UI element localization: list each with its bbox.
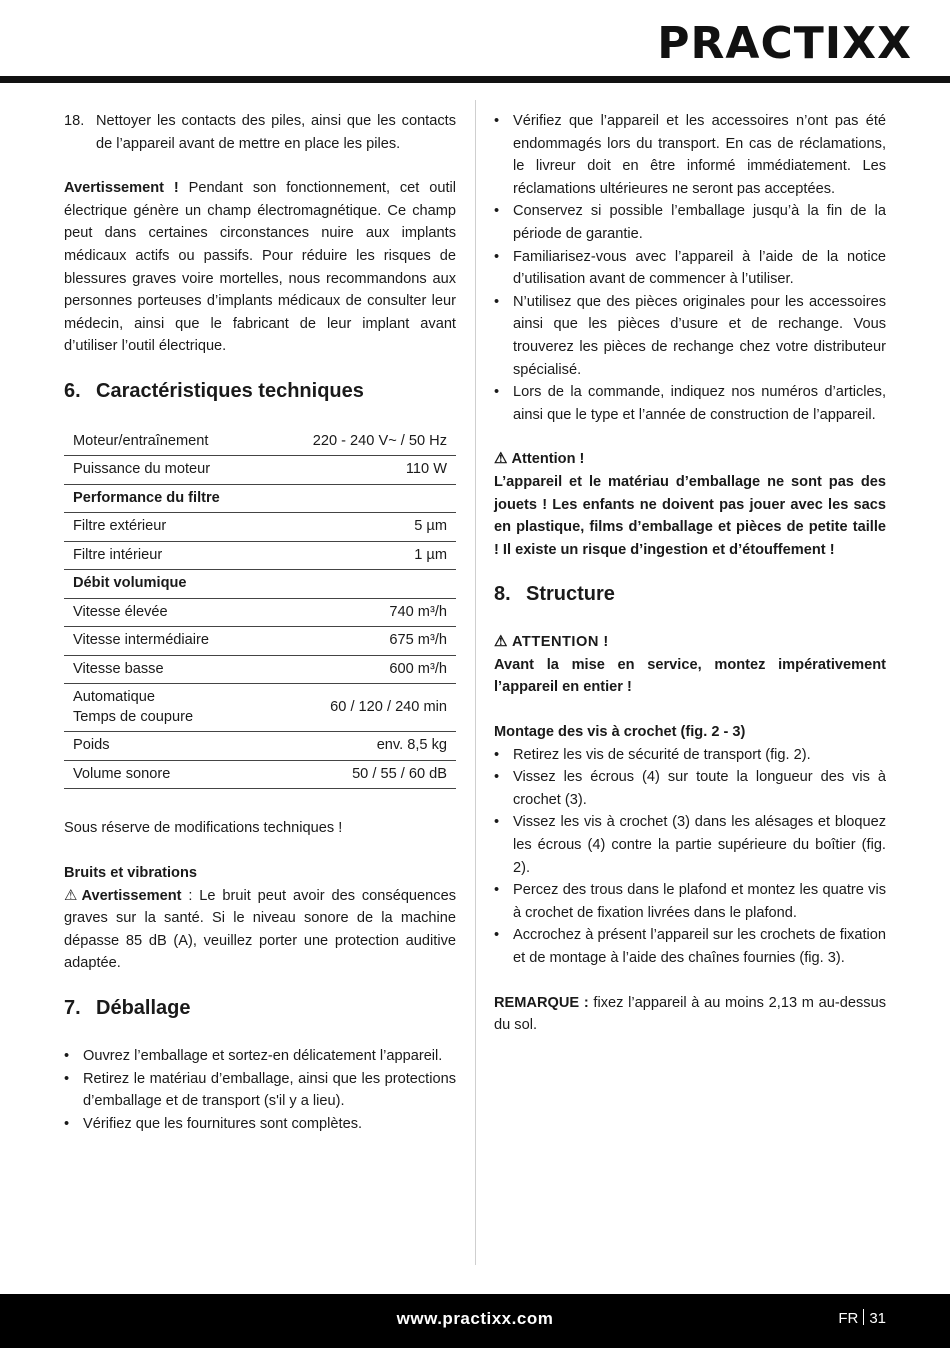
- section-number: 8.: [494, 583, 511, 606]
- column-divider: [475, 100, 476, 1265]
- mount-list: [494, 744, 886, 970]
- list-item: • Ouvrez l’emballage et sortez-en délicatement l’appareil.: [64, 1048, 443, 1064]
- spec-label: Vitesse élevée: [64, 598, 268, 627]
- warning-label: Avertissement !: [64, 180, 179, 197]
- attention2-title: ⚠ ATTENTION !: [494, 631, 886, 654]
- attention2-text: Avant la mise en service, montez impérativement l’appareil en entier !: [494, 656, 886, 696]
- table-row: [64, 655, 456, 684]
- spec-value: 220 - 240 V~ / 50 Hz: [268, 428, 456, 456]
- table-row: [64, 456, 456, 485]
- list-item: • Percez des trous dans le plafond et montez les quatre vis à crochet de fixation livrées dans le plafond.: [494, 882, 886, 921]
- spec-label: Volume sonore: [64, 760, 268, 789]
- table-row: [64, 627, 456, 656]
- table-row: [64, 513, 456, 542]
- spec-value: 675 m³/h: [268, 627, 456, 656]
- list-item: • Vissez les écrous (4) sur toute la longueur des vis à crochet (3).: [494, 769, 886, 808]
- section-heading-6: [64, 378, 456, 404]
- spec-label: Poids: [64, 732, 268, 761]
- section-heading-8: [494, 581, 886, 607]
- section-number: 7.: [64, 997, 81, 1019]
- language-code: FR: [838, 1310, 859, 1327]
- noise-title: Bruits et vibrations: [64, 865, 197, 882]
- specs-table: [64, 428, 456, 790]
- remark-text: fixez l’appareil à au moins 2,13 m au-dessus du sol.: [494, 994, 886, 1034]
- list-item: • Accrochez à présent l’appareil sur les crochets de fixation et de montage à l’aide des chaînes fournies (fig. 3).: [494, 927, 886, 966]
- emf-warning: [64, 177, 456, 358]
- spec-label: Filtre extérieur: [64, 513, 268, 542]
- section-number: 6.: [64, 379, 81, 402]
- spec-label: Performance du filtre: [64, 484, 268, 513]
- warning-triangle-icon: ⚠: [494, 633, 508, 651]
- brand-logo: PRACTIXX: [657, 18, 912, 69]
- website-link[interactable]: www.practixx.com: [396, 1309, 554, 1328]
- table-row: [64, 598, 456, 627]
- spec-value: 600 m³/h: [268, 655, 456, 684]
- list-item: • Vérifiez que les fournitures sont complètes.: [64, 1115, 363, 1132]
- list-item: • Vissez les vis à crochet (3) dans les alésages et bloquez les écrous (4) contre la partie supérieure du boîtier (fig. 2).: [494, 814, 886, 876]
- reserve-note: Sous réserve de modifications techniques !: [64, 820, 343, 837]
- spec-label: Vitesse intermédiaire: [64, 627, 268, 656]
- spec-value: 740 m³/h: [268, 598, 456, 627]
- spec-value: [268, 484, 456, 513]
- right-column: [494, 110, 886, 1037]
- header-rule: [0, 76, 950, 83]
- list-item: • Conservez si possible l’emballage jusqu’à la fin de la période de garantie.: [494, 203, 886, 242]
- remark-label: REMARQUE :: [494, 994, 589, 1011]
- list-item: • Retirez le matériau d’emballage, ainsi que les protections d’emballage et de transport (s'il y a lieu).: [64, 1070, 456, 1110]
- attention-title: ⚠ Attention !: [494, 448, 886, 471]
- spec-value: 1 µm: [268, 541, 456, 570]
- section-title: Structure: [526, 583, 615, 606]
- table-row: [64, 570, 456, 599]
- spec-label: Vitesse basse: [64, 655, 268, 684]
- list-item: • Familiarisez-vous avec l’appareil à l’aide de la notice d’utilisation avant de commencer à l’utiliser.: [494, 248, 886, 288]
- list-item: • Lors de la commande, indiquez nos numéros d’articles, ainsi que le type et l’année de construction de l’appareil.: [494, 384, 886, 423]
- table-row: [64, 484, 456, 513]
- list-item: • N’utilisez que des pièces originales pour les accessoires ainsi que les pièces d’usure et de rechange. Vous trouverez les pièces de rechange chez votre distributeur spécialisé.: [494, 293, 886, 378]
- table-row: [64, 541, 456, 570]
- unpack-list: [64, 1045, 456, 1135]
- spec-value: 50 / 55 / 60 dB: [268, 760, 456, 789]
- attention-text: L’appareil et le matériau d’emballage ne sont pas des jouets ! Les enfants ne doivent pas jouer avec les sacs en plastique, films d’emballage et pièces de petite taille ! Il existe un risque d’ingestion et d’étouffement !: [494, 473, 886, 558]
- spec-value: [268, 570, 456, 599]
- footer-bar: [0, 1294, 950, 1348]
- unpack-list-continued: [494, 110, 886, 426]
- warning-triangle-icon: ⚠: [64, 886, 78, 904]
- list-item: • Vérifiez que l’appareil et les accessoires n’ont pas été endommagés lors du transport. En cas de réclamations, le livreur doit en être informé immédiatement. Les réclamations ultérieures ne seront pas acceptées.: [494, 113, 886, 197]
- table-row: [64, 732, 456, 761]
- spec-label: Débit volumique: [64, 570, 268, 599]
- page-indicator: [838, 1308, 886, 1330]
- section-title: Caractéristiques techniques: [96, 379, 364, 402]
- instruction-item-18: [64, 110, 456, 155]
- section-title: Déballage: [96, 997, 191, 1019]
- spec-label: Moteur/entraînement: [64, 428, 268, 456]
- mount-title: Montage des vis à crochet (fig. 2 - 3): [494, 724, 746, 741]
- noise-warning: [64, 885, 456, 975]
- spec-label: Filtre intérieur: [64, 541, 268, 570]
- remark: [494, 992, 886, 1037]
- warning-text: Pendant son fonctionnement, cet outil électrique génère un champ électromagnétique. Ce champ peut dans certaines circonstances nuire aux implants médicaux actifs ou passifs. Pour réduire les risques de blessures graves voire mortelles, nous recommandons aux personnes porteuses d’implants médicaux de consulter leur médecin, ainsi que le fabricant de leur implant avant d’utiliser l’outil électrique.: [64, 180, 456, 355]
- noise-label: Avertissement: [81, 887, 182, 904]
- warning-triangle-icon: ⚠: [494, 450, 508, 468]
- spec-value: 60 / 120 / 240 min: [268, 684, 456, 732]
- table-row: [64, 428, 456, 456]
- list-item: • Retirez les vis de sécurité de transport (fig. 2).: [494, 746, 811, 763]
- spec-value: 110 W: [268, 456, 456, 485]
- item-text: Nettoyer les contacts des piles, ainsi que les contacts de l’appareil avant de mettre en place les piles.: [96, 113, 456, 152]
- spec-label: Puissance du moteur: [64, 456, 268, 485]
- spec-value: env. 8,5 kg: [268, 732, 456, 761]
- table-row: [64, 684, 456, 732]
- noise-text: : Le bruit peut avoir des conséquences graves sur la santé. Si le niveau sonore de la machine dépasse 85 dB (A), veuillez porter une protection auditive adaptée.: [64, 887, 456, 972]
- page-number: 31: [869, 1310, 886, 1327]
- left-column: [64, 110, 456, 1135]
- spec-value: 5 µm: [268, 513, 456, 542]
- spec-label: Automatique Temps de coupure: [64, 684, 268, 732]
- section-heading-7: [64, 995, 456, 1021]
- item-number: 18.: [64, 113, 85, 129]
- table-row: [64, 760, 456, 789]
